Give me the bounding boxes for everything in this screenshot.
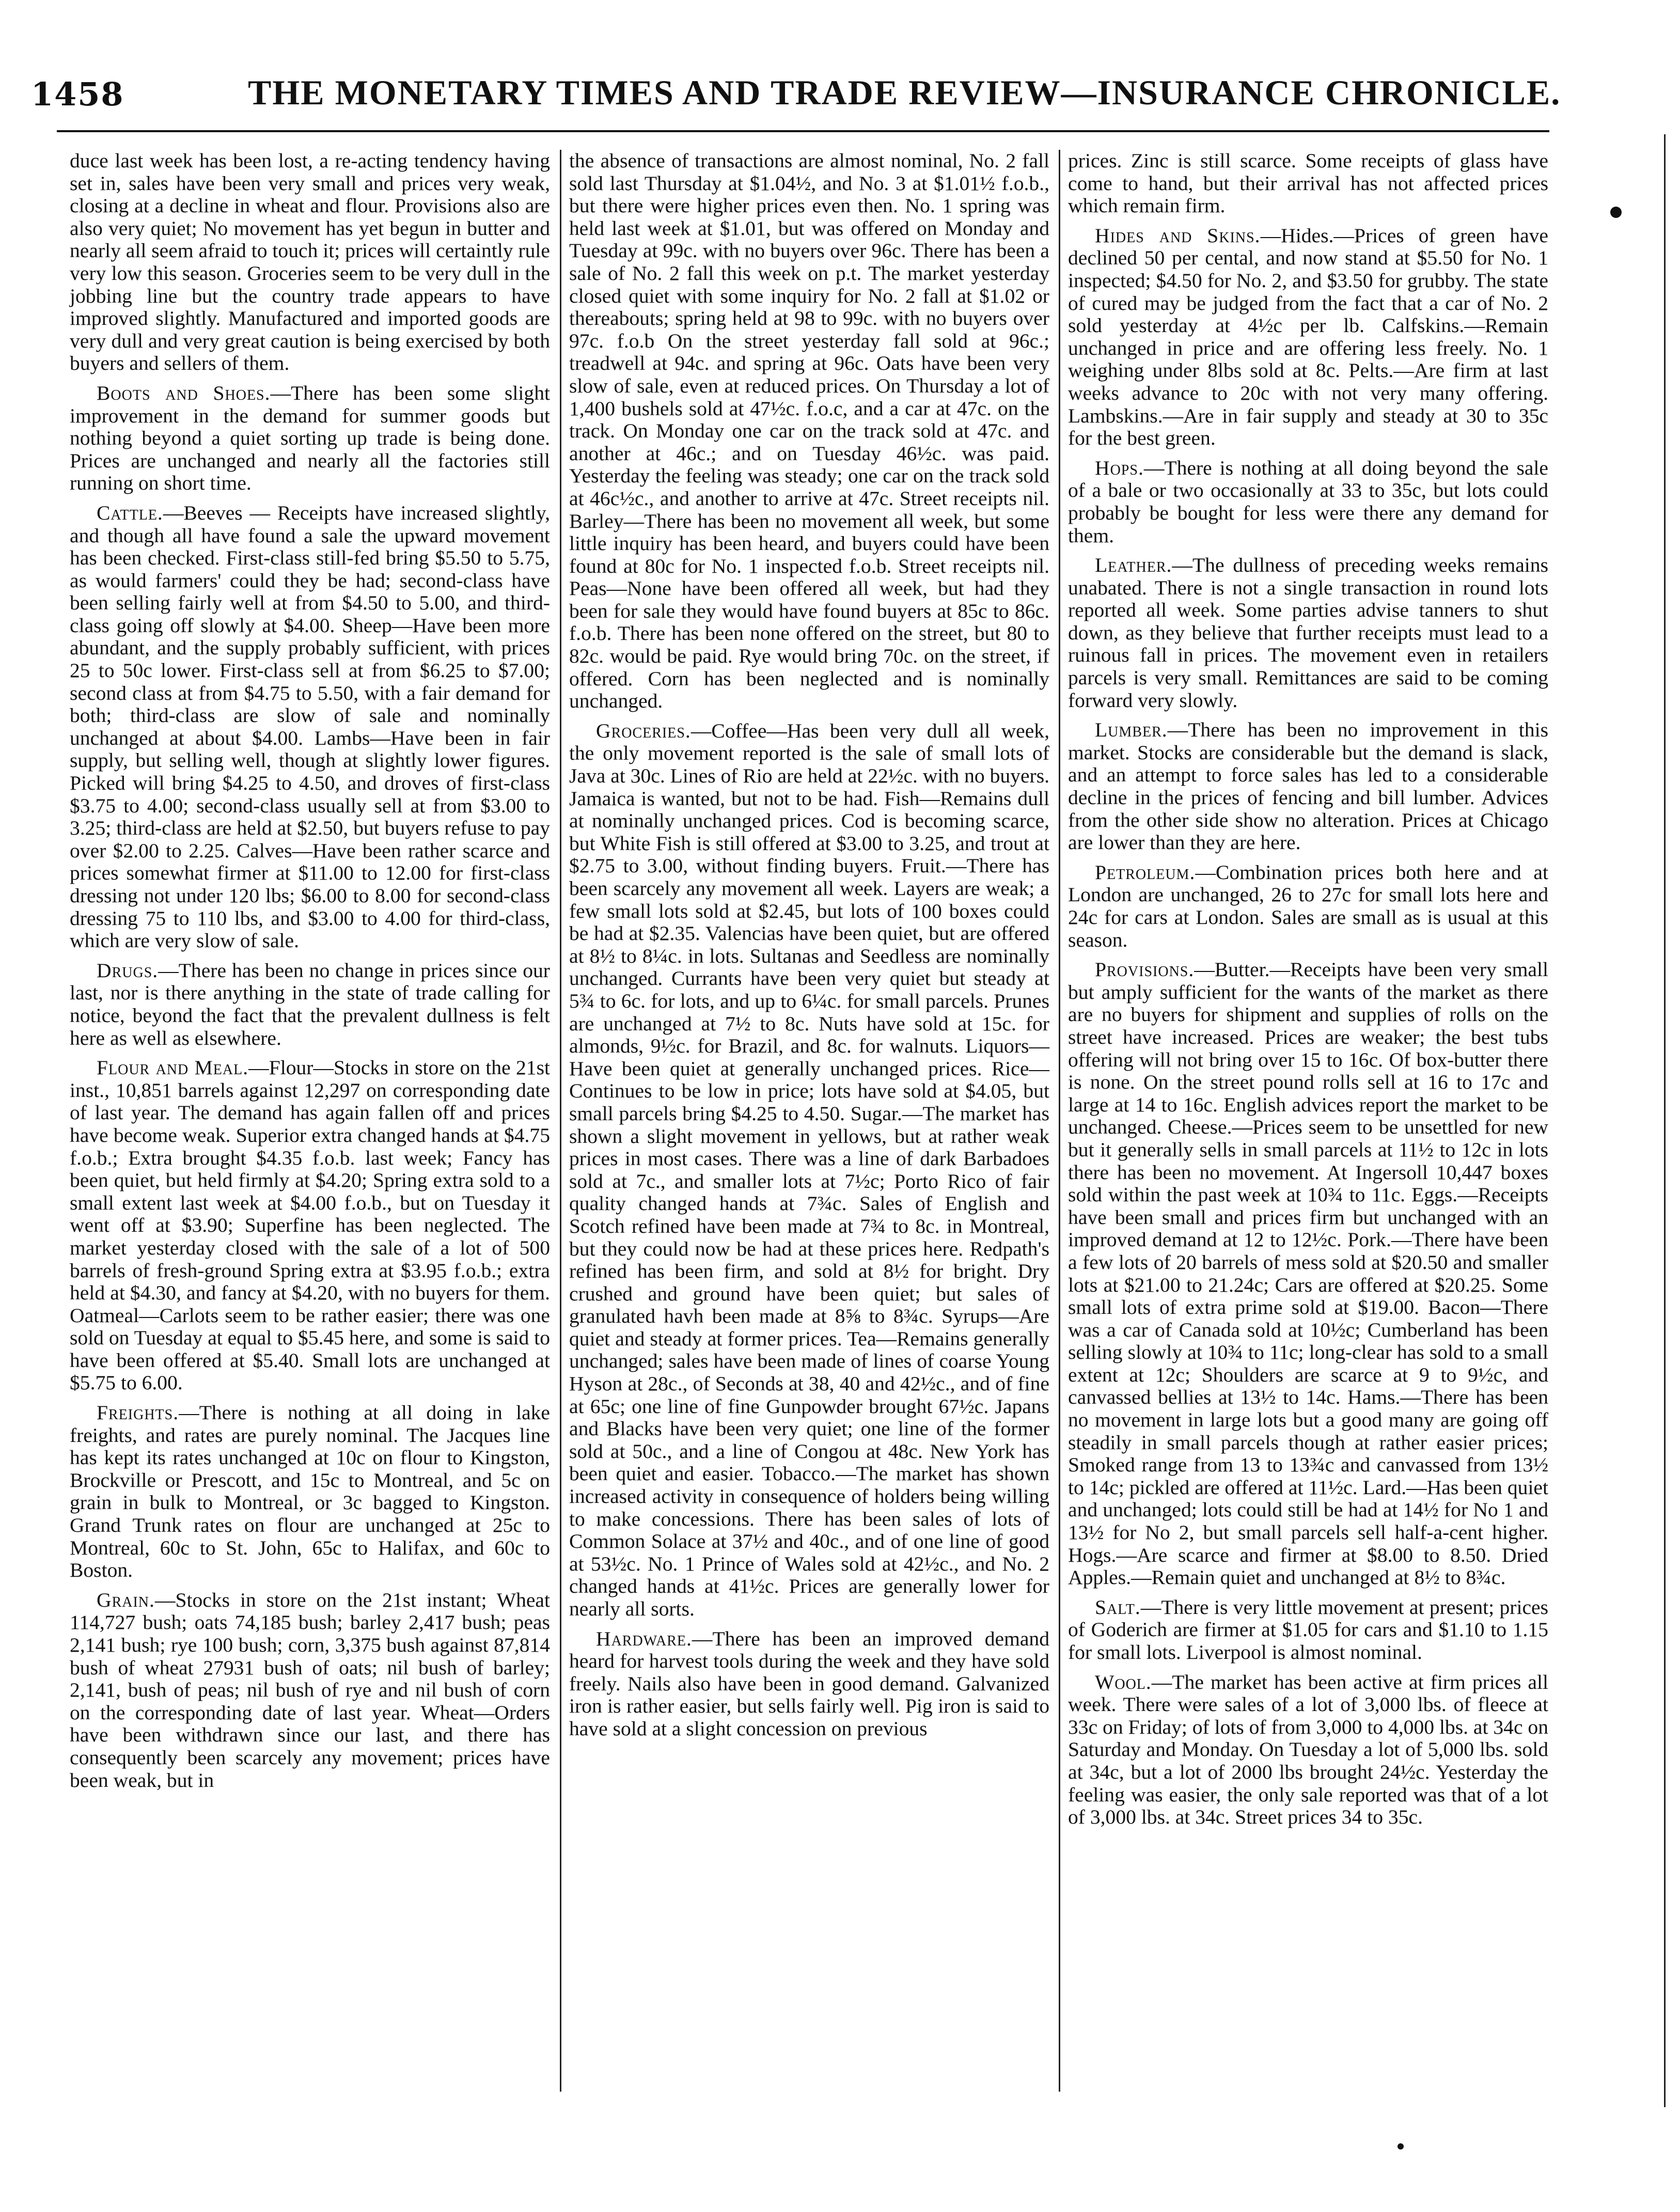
article-paragraph xyxy=(70,1589,550,1792)
section-heading: Freights. xyxy=(97,1401,179,1424)
paragraph-text: —Beeves — Receipts have increased slightly, and though all have found a sale the upward movement has been checked. First-class still-fed bring $5.50 to 5.75, as would farmers' could they be had; second-class have been selling fairly well at from $4.50 to 5.00, and third-class going off slowly at $4.00. Sheep—Have been more abundant, and the supply probably sufficient, with prices 25 to 50c lower. First-class sell at from $6.25 to $7.00; second class at from $4.75 to 5.50, with a fair demand for both; third-class are slow of sale and nominally unchanged at about $4.00. Lambs—Have been in fair supply, but selling well, though at slightly lower figures. Picked will bring $4.25 to 4.50, and droves of first-class $3.75 to 4.00; second-class usually sell at from $3.00 to 3.25; third-class are held at $2.50, but buyers refuse to pay over $2.00 to 2.25. Calves—Have been rather scarce and prices somewhat firmer at $11.00 to 12.00 for first-class dressing not under 120 lbs; $6.00 to 8.00 for second-class dressing 75 to 110 lbs, and $3.00 to 4.00 for third-class, which are very slow of sale. xyxy=(70,501,550,952)
column-rule xyxy=(560,150,561,2092)
article-paragraph xyxy=(1068,1596,1548,1664)
column-1 xyxy=(70,150,550,1792)
paragraph-text: —There has been an improved demand heard for harvest tools during the week and they have sold freely. Nails also have been in good demand. Galvanized iron is rather easier, but sells fairly well. Pig iron is said to have sold at a slight concession on previous xyxy=(569,1627,1049,1740)
column-2 xyxy=(569,150,1049,1740)
article-paragraph xyxy=(1068,457,1548,547)
paragraph-text: —Flour—Stocks in store on the 21st inst., 10,851 barrels against 12,297 on corresponding date of last year. The demand has again fallen off and prices have become weak. Superior extra changed hands at $4.75 f.o.b.; Extra brought $4.35 f.o.b. last week; Fancy has been quiet, but held firmly at $4.20; Spring extra sold to a small extent last week at $4.00 f.o.b., but on Tuesday it went off at $3.90; Superfine has been neglected. The market yesterday closed with the sale of a lot of 500 barrels of fresh-ground Spring extra at $3.95 f.o.b.; extra held at $4.30, and fancy at $4.20, with no buyers for them. Oatmeal—Carlots seem to be rather easier; there was one sold on Tuesday at equal to $5.45 here, and some is said to have been offered at $5.40. Small lots are unchanged at $5.75 to 6.00. xyxy=(70,1056,550,1394)
article-paragraph xyxy=(1068,959,1548,1589)
article-paragraph xyxy=(1068,554,1548,712)
paragraph-text: —Butter.—Receipts have been very small but amply sufficient for the wants of the market as there are no buyers for shipment and supplies of rolls on the street have increased. Prices are weaker; the best tubs offering will not bring over 15 to 16c. Of box-butter there is none. On the street pound rolls sell at 16 to 17c and large at 14 to 16c. English advices report the market to be unchanged. Cheese.—Prices seem to be unsettled for new but it generally sells in small parcels at 11½ to 12c in lots there has been no movement. At Ingersoll 10,447 boxes sold within the past week at 10¾ to 11c. Eggs.—Receipts have been small and prices firm but unchanged with an improved demand at 12 to 12½c. Pork.—There have been a few lots of 20 barrels of mess sold at $20.50 and smaller lots at $21.00 to 21.24c; Cars are offered at $20.25. Some small lots of extra prime sold at $19.00. Bacon—There was a car of Canada sold at 10½c; Cumberland has been selling slowly at 10¾ to 11c; long-clear has sold to a small extent at 12c; Shoulders are scarce at 9 to 9½c, and canvassed bellies at 13½ to 14c. Hams.—There has been no movement in large lots but a good many are going off steadily in small parcels though at rather easier prices; Smoked range from 13 to 13¾c and canvassed from 13½ to 14c; pickled are offered at 11½c. Lard.—Has been quiet and unchanged; lots could still be had at 14½ for No 1 and 13½ for No 2, but small parcels sell half-a-cent higher. Hogs.—Are scarce and firmer at $8.00 to 8.50. Dried Apples.—Remain quiet and unchanged at 8½ to 8¾c. xyxy=(1068,958,1548,1589)
section-heading: Leather. xyxy=(1095,554,1172,577)
article-paragraph xyxy=(1068,719,1548,854)
paragraph-text: —There has been no change in prices since our last, nor is there anything in the state of trade calling for notice, beyond the fact that the prevalent dullness is felt here as well as elsewhere. xyxy=(70,959,550,1049)
section-heading: Hardware. xyxy=(596,1627,692,1650)
article-paragraph xyxy=(70,1402,550,1582)
article-paragraph xyxy=(70,382,550,495)
section-heading: Lumber. xyxy=(1095,718,1168,742)
paragraph-text: duce last week has been lost, a re-acting tendency having set in, sales have been very small and prices very weak, closing at a decline in wheat and flour. Provisions also are also very quiet; No movement has yet begun in butter and nearly all seem afraid to touch it; prices will certaintly rule very low this season. Groceries seem to be very dull in the jobbing line but the country trade appears to have improved slightly. Manufactured and imported goods are very dull and very great caution is being exercised by both buyers and sellers of them. xyxy=(70,149,550,375)
ink-speck xyxy=(1610,207,1622,218)
section-heading: Hides and Skins. xyxy=(1095,224,1261,247)
paragraph-text: —Coffee—Has been very dull all week, the only movement reported is the sale of small lots of Java at 30c. Lines of Rio are held at 22½c. with no buyers. Jamaica is wanted, but not to be had. Fish—Remains dull at nominally unchanged prices. Cod is becoming scarce, but White Fish is still offered at $3.00 to 3.25, and trout at $2.75 to 3.00, without finding buyers. Fruit.—There has been scarcely any movement all week. Layers are weak; a few small lots sold at $2.45, but lots of 100 boxes could be had at $2.35. Valencias have been quiet, but are offered at 8½ to 8¼c. in lots. Sultanas and Seedless are nominally unchanged. Currants have been very quiet but steady at 5¾ to 6c. for lots, and up to 6¼c. for small parcels. Prunes are unchanged at 7½ to 8c. Nuts have sold at 15c. for almonds, 9½c. for Brazil, and 8c. for walnuts. Liquors—Have been quiet at generally unchanged prices. Rice—Continues to be low in price; lots have sold at $4.05, but small parcels bring $4.25 to 4.50. Sugar.—The market has shown a slight movement in yellows, but at rather weak prices in most cases. There was a line of dark Barbadoes sold at 7c., and smaller lots at 7½c; Porto Rico of fair quality changed hands at 7¾c. Sales of English and Scotch refined have been made at 7¾ to 8c. in Montreal, but they could now be had at these prices here. Redpath's refined has been firm, and sold at 8½ for bright. Dry crushed and ground have been quiet; but sales of granulated havh been made at 8⅝ to 8¾c. Syrups—Are quiet and steady at former prices. Tea—Remains generally unchanged; sales have been made of lines of coarse Young Hyson at 28c., of Seconds at 38, 40 and 42½c., and of fine at 65c; one line of fine Gunpowder brought 67½c. Japans and Blacks have been very quiet; one line of the former sold at 50c., and a line of Congou at 48c. New York has been quiet and easier. Tobacco.—The market has shown increased activity in consequence of holders being willing to make concessions. There has been sales of lots of Common Solace at 37½ and 40c., and of one line of good at 53½c. No. 1 Prince of Wales sold at 42½c., and No. 2 changed hands at 41½c. Prices are generally lower for nearly all sorts. xyxy=(569,719,1049,1620)
column-rule xyxy=(1059,150,1060,2092)
page-edge-rule xyxy=(1664,134,1666,2107)
section-heading: Boots and Shoes. xyxy=(97,381,271,404)
paragraph-text: prices. Zinc is still scarce. Some receipts of glass have come to hand, but their arrival has not affected prices which remain firm. xyxy=(1068,149,1548,217)
paragraph-text: —There is nothing at all doing beyond the sale of a bale or two occasionally at 33 to 35c, but lots could probably be bought for less were there any demand for them. xyxy=(1068,456,1548,547)
header-rule xyxy=(57,130,1549,132)
column-3 xyxy=(1068,150,1548,1829)
paragraph-text: —There has been no improvement in this market. Stocks are considerable but the demand is slack, and an attempt to force sales has led to a considerable decline in the prices of fencing and bill lumber. Advices from the other side show no alteration. Prices at Chicago are lower than they are here. xyxy=(1068,718,1548,854)
article-paragraph xyxy=(70,1057,550,1394)
section-heading: Drugs. xyxy=(97,959,159,982)
article-paragraph xyxy=(70,150,550,375)
section-heading: Groceries. xyxy=(596,719,691,742)
running-head: THE MONETARY TIMES AND TRADE REVIEW—INSURANCE CHRONICLE. xyxy=(248,73,1561,112)
section-heading: Provisions. xyxy=(1095,958,1195,981)
section-heading: Flour and Meal. xyxy=(97,1056,249,1079)
section-heading: Wool. xyxy=(1095,1670,1152,1693)
paragraph-text: —There is nothing at all doing in lake freights, and rates are purely nominal. The Jacques line has kept its rates unchanged at 10c on flour to Kingston, Brockville or Prescott, and 15c to Montreal, and 5c on grain in bulk to Montreal, or 3c bagged to Kingston. Grand Trunk rates on flour are unchanged at 25c to Montreal, 60c to St. John, 65c to Halifax, and 60c to Boston. xyxy=(70,1401,550,1582)
section-heading: Salt. xyxy=(1095,1595,1141,1619)
paragraph-text: the absence of transactions are almost nominal, No. 2 fall sold last Thursday at $1.04½, and No. 3 at $1.01½ f.o.b., but there were higher prices even then. No. 1 spring was held last week at $1.01, but was offered on Monday and Tuesday at 99c. with no buyers over 96c. There has been a sale of No. 2 fall this week on p.t. The market yesterday closed quiet with some inquiry for No. 2 fall at $1.02 or thereabouts; spring held at 98 to 99c. with no buyers over 97c. f.o.b On the street yesterday fall sold at 96c.; treadwell at 94c. and spring at 96c. Oats have been very slow of sale, even at reduced prices. On Thursday a lot of 1,400 bushels sold at 47½c. f.o.c, and a car at 47c. on the track. On Monday one car on the track sold at 47c. and another at 46c.; and on Tuesday 46½c. was paid. Yesterday the feeling was steady; one car on the track sold at 46c½c., and another to arrive at 47c. Street receipts nil. Barley—There has been no movement all week, but some little inquiry has been heard, and buyers could have been found at 80c for No. 1 inspected f.o.b. Street receipts nil. Peas—None have been offered all week, but had they been for sale they would have found buyers at 85c to 86c. f.o.b. There has been none offered on the street, but 80 to 82c. would be paid. Rye would bring 70c. on the street, if offered. Corn has been neglected and is nominally unchanged. xyxy=(569,149,1049,713)
paragraph-text: —Stocks in store on the 21st instant; Wheat 114,727 bush; oats 74,185 bush; barley 2,417 bush; peas 2,141 bush; rye 100 bush; corn, 3,375 bush against 87,814 bush of wheat 27931 bush of oats; nil bush of barley; 2,141, bush of peas; nil bush of rye and nil bush of corn on the corresponding date of last year. Wheat—Orders have been withdrawn since our last, and there has consequently been scarcely any movement; prices have been weak, but in xyxy=(70,1588,550,1792)
paragraph-text: —The market has been active at firm prices all week. There were sales of a lot of 3,000 lbs. of fleece at 33c on Friday; of lots of from 3,000 to 4,000 lbs. at 34c on Saturday and Monday. On Tuesday a lot of 5,000 lbs. sold at 34c, but a lot of 2000 lbs brought 24½c. Yesterday the feeling was easier, the only sale reported was that of a lot of 3,000 lbs. at 34c. Street prices 34 to 35c. xyxy=(1068,1670,1548,1829)
paragraph-text: —Combination prices both here and at London are unchanged, 26 to 27c for small lots here and 24c for cars at London. Sales are small as is usual at this season. xyxy=(1068,860,1548,951)
ink-speck xyxy=(1398,2143,1404,2150)
section-heading: Cattle. xyxy=(97,501,163,524)
article-paragraph xyxy=(70,960,550,1049)
paragraph-text: —The dullness of preceding weeks remains unabated. There is not a single transaction in round lots reported all week. Some parties advise tanners to shut down, as they believe that further receipts must lead to a ruinous fall in prices. The movement even in retailers parcels is very small. Remittances are said to be coming forward very slowly. xyxy=(1068,554,1548,712)
page-header xyxy=(31,72,1596,129)
article-paragraph xyxy=(70,502,550,952)
page-number: 1458 xyxy=(31,75,124,113)
article-paragraph xyxy=(569,720,1049,1621)
section-heading: Hops. xyxy=(1095,456,1144,479)
section-heading: Grain. xyxy=(97,1588,155,1611)
section-heading: Petroleum. xyxy=(1095,860,1196,884)
article-paragraph xyxy=(1068,150,1548,217)
article-paragraph xyxy=(1068,225,1548,450)
paragraph-text: —Hides.—Prices of green have declined 50 per cental, and now stand at $5.50 for No. 1 inspected; $4.50 for No. 2, and $3.50 for grubby. The state of cured may be judged from the fact that a car of No. 2 sold yesterday at 4½c per lb. Calfskins.—Remain unchanged in price and are offering less freely. No. 1 weighing under 8lbs sold at 8c. Pelts.—Are firm at last weeks advance to 20c with not very many offering. Lambskins.—Are in fair supply and steady at 30 to 35c for the best green. xyxy=(1068,224,1549,450)
article-paragraph xyxy=(1068,861,1548,951)
article-paragraph xyxy=(1068,1671,1548,1829)
article-paragraph xyxy=(569,1628,1049,1740)
paragraph-text: —There is very little movement at present; prices of Goderich are firmer at $1.05 for cars and $1.10 to 1.15 for small lots. Liverpool is almost nominal. xyxy=(1068,1595,1548,1664)
article-paragraph xyxy=(569,150,1049,713)
paragraph-text: —There has been some slight improvement in the demand for summer goods but nothing beyond a quiet sorting up trade is being done. Prices are unchanged and nearly all the factories still running on short time. xyxy=(70,381,550,495)
